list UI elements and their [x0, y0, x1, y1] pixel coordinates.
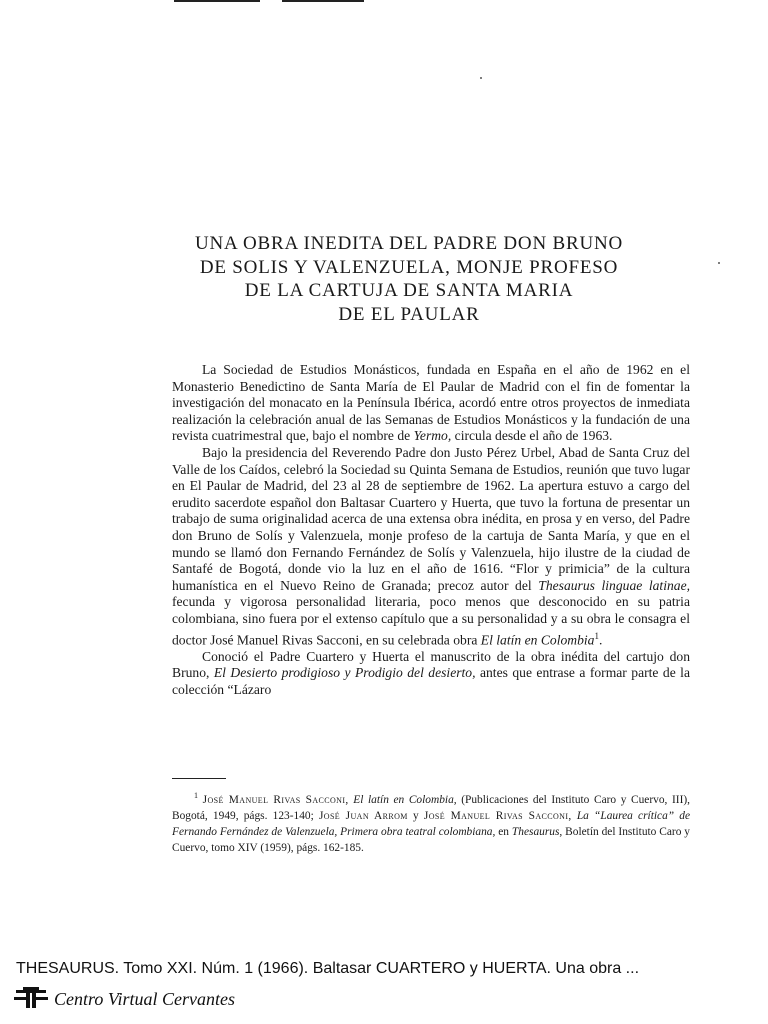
- title-line: DE LA CARTUJA DE SANTA MARIA: [244, 280, 574, 301]
- article-body: [172, 362, 690, 698]
- work-title-latin-en-colombia: El latín en Colombia: [480, 632, 595, 648]
- paragraph-1: La Sociedad de Estudios Monásticos, fundada en España en el año de 1962 en el Monasterio Benedictino de Santa María de El Paular de Madrid con el fin de fomentar la investigación del monacato en la Península Ibérica, acordó entre otros proyectos de inmediata realización la celebración anual de las Semanas de Estudios Monásticos y la fundación de una revista cuatrimestral que, bajo el nombre de Yermo, circula desde el año de 1963.: [172, 362, 690, 444]
- journal-name-yermo: Yermo,: [413, 428, 452, 444]
- paragraph-2: Bajo la presidencia del Reverendo Padre don Justo Pérez Urbel, Abad de Santa Cruz del Valle de los Caídos, celebró la Sociedad su Quinta Semana de Estudios, reunión que tuvo lugar en El Paular de Madrid, del 23 al 28 de septiembre de 1962. La apertura estuvo a cargo del erudito sacerdote español don Baltasar Cuartero y Huerta, que tuvo la fortuna de presentar un trabajo de suma originalidad acerca de una extensa obra inédita, en prosa y en verso, del Padre don Bruno de Solís y Valenzuela, monje profeso de la cartuja de Santa María, y que en el mundo se llamó don Fernando Fernández de Solís y Valenzuela, hijo ilustre de la ciudad de Santafé de Bogotá, donde vio la luz en el año de 1616. “Flor y primicia” de la cultura humanística en el Nuevo Reino de Granada; precoz autor del Thesaurus linguae latinae, fecunda y vigorosa personalidad literaria, poco menos que desconocido en su patria colombiana, sino fuera por el extenso capítulo que a su personalidad y a su obra le consagra el doctor José Manuel Rivas Sacconi, en su celebrada obra El latín en Colombia$^1$.: [172, 444, 691, 648]
- title-line: DE SOLIS Y VALENZUELA, MONJE PROFESO: [199, 256, 619, 278]
- footnote: [172, 788, 690, 856]
- paragraph-3: Conoció el Padre Cuartero y Huerta el manuscrito de la obra inédita del cartujo don Bruno, El Desierto prodigioso y Prodigio del desierto, antes que entrase a formar parte de la colección “Lázaro: [172, 648, 690, 697]
- title-line: UNA OBRA INEDITA DEL PADRE DON BRUNO: [194, 233, 624, 254]
- title-line: DE EL PAULAR: [338, 303, 480, 325]
- article-title: [150, 232, 668, 326]
- citation-bar[interactable]: THESAURUS. Tomo XXI. Núm. 1 (1966). Baltasar CUARTERO y HUERTA. Una obra ...: [16, 960, 640, 977]
- cvc-logo-text: Centro Virtual Cervantes: [54, 988, 235, 1009]
- footnote-1: $^1$ José Manuel Rivas Sacconi, El latín en Colombia, (Publicaciones del Instituto Caro y Cuervo, III), Bogotá, 1949, págs. 123-140; José Juan Arrom y José Manuel Rivas Sacconi, La “Laurea crítica” de Fernando Fernández de Valenzuela, Primera obra teatral colombiana, en Thesaurus, Boletín del Instituto Caro y Cuervo, tomo XIV (1959), págs. 162-185.: [172, 791, 691, 854]
- top-rule-right: [282, 0, 364, 2]
- work-title-thesaurus: Thesaurus linguae latinae,: [538, 577, 691, 593]
- cvc-logo-icon: [14, 986, 48, 1013]
- scan-speck: [480, 77, 482, 79]
- cvc-logo[interactable]: [14, 986, 235, 1012]
- footnote-divider: [172, 778, 226, 779]
- scan-speck: [718, 262, 720, 264]
- footnote-ref[interactable]: 1: [594, 630, 599, 641]
- work-title-desierto: El Desierto prodigioso y Prodigio del desierto,: [213, 665, 476, 681]
- top-rule-left: [174, 0, 260, 2]
- footnote-marker: 1: [194, 791, 198, 800]
